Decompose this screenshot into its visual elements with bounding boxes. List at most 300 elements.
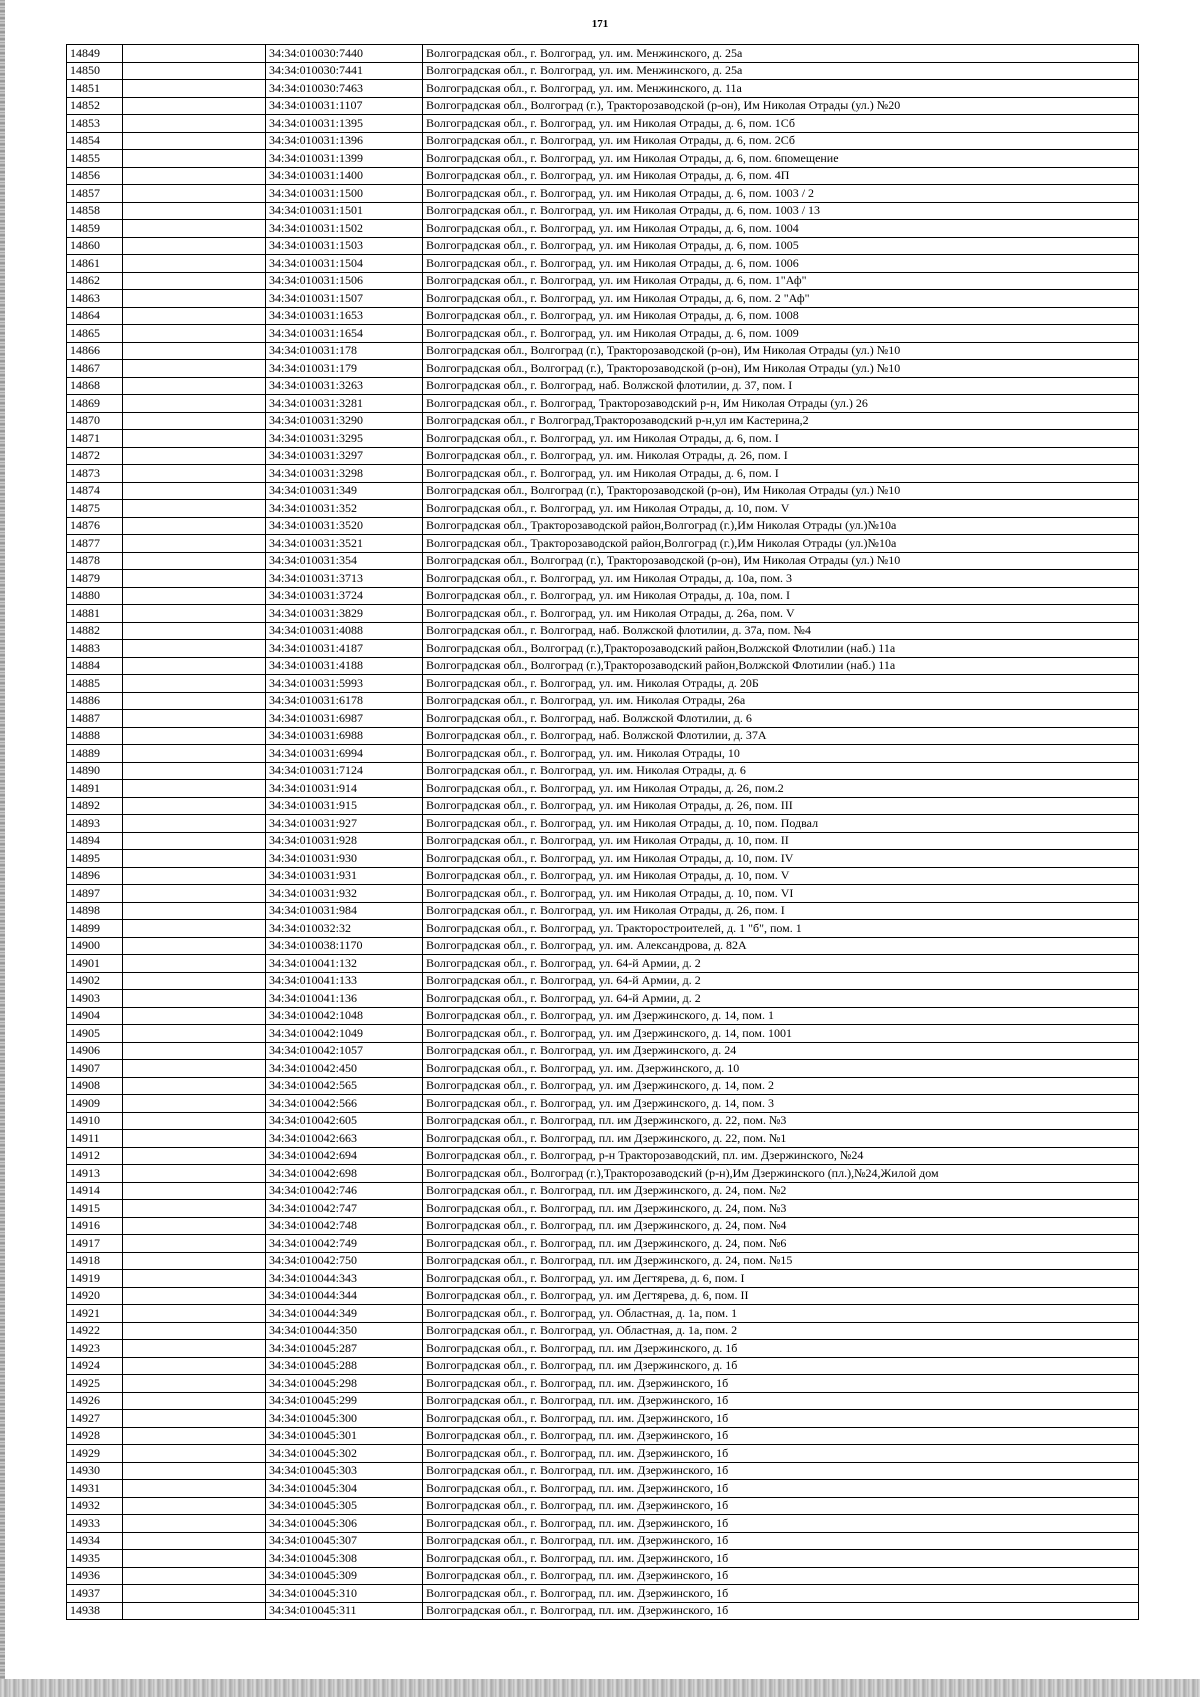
empty-cell	[123, 622, 266, 640]
row-number: 14897	[67, 885, 123, 903]
empty-cell	[123, 972, 266, 990]
empty-cell	[123, 1042, 266, 1060]
table-row	[67, 517, 1139, 535]
address: Волгоградская обл., г. Волгоград, ул. им Николая Отрады, д. 26, пом. I	[423, 902, 1139, 920]
address: Волгоградская обл., г. Волгоград, пл. им Дзержинского, д. 24, пом. №2	[423, 1182, 1139, 1200]
cadastral-number: 34:34:010045:302	[266, 1445, 423, 1463]
address: Волгоградская обл., г. Волгоград, пл. им. Дзержинского, 1б	[423, 1515, 1139, 1533]
cadastral-number: 34:34:010031:3724	[266, 587, 423, 605]
empty-cell	[123, 62, 266, 80]
address: Волгоградская обл., г. Волгоград, ул. 64-й Армии, д. 2	[423, 972, 1139, 990]
cadastral-number: 34:34:010031:1506	[266, 272, 423, 290]
row-number: 14925	[67, 1375, 123, 1393]
address: Волгоградская обл., г. Волгоград, ул. им Николая Отрады, д. 10, пом. V	[423, 500, 1139, 518]
empty-cell	[123, 797, 266, 815]
address: Волгоградская обл., г. Волгоград, ул. им Николая Отрады, д. 10а, пом. 3	[423, 570, 1139, 588]
empty-cell	[123, 1340, 266, 1358]
row-number: 14861	[67, 255, 123, 273]
empty-cell	[123, 762, 266, 780]
address: Волгоградская обл., г. Волгоград, ул. им Николая Отрады, д. 6, пом. 1004	[423, 220, 1139, 238]
address: Волгоградская обл., г. Волгоград, ул. им Николая Отрады, д. 6, пом. 2 "Аф"	[423, 290, 1139, 308]
table-row	[67, 1077, 1139, 1095]
cadastral-number: 34:34:010042:1057	[266, 1042, 423, 1060]
cadastral-number: 34:34:010044:349	[266, 1305, 423, 1323]
address: Волгоградская обл., г. Волгоград, ул. им Николая Отрады, д. 6, пом. I	[423, 430, 1139, 448]
table-row	[67, 797, 1139, 815]
cadastral-number: 34:34:010045:304	[266, 1480, 423, 1498]
row-number: 14890	[67, 762, 123, 780]
table-row	[67, 622, 1139, 640]
cadastral-number: 34:34:010042:749	[266, 1235, 423, 1253]
cadastral-number: 34:34:010045:311	[266, 1602, 423, 1620]
table-row	[67, 97, 1139, 115]
row-number: 14877	[67, 535, 123, 553]
row-number: 14892	[67, 797, 123, 815]
empty-cell	[123, 97, 266, 115]
row-number: 14876	[67, 517, 123, 535]
empty-cell	[123, 1567, 266, 1585]
empty-cell	[123, 885, 266, 903]
cadastral-number: 34:34:010031:3263	[266, 377, 423, 395]
cadastral-number: 34:34:010042:605	[266, 1112, 423, 1130]
row-number: 14898	[67, 902, 123, 920]
table-row	[67, 132, 1139, 150]
address: Волгоградская обл., г. Волгоград, ул. им Николая Отрады, д. 6, пом. 4П	[423, 167, 1139, 185]
row-number: 14905	[67, 1025, 123, 1043]
empty-cell	[123, 1427, 266, 1445]
table-row	[67, 1252, 1139, 1270]
address: Волгоградская обл., г. Волгоград, ул. им Николая Отрады, д. 6, пом. 1003 / 2	[423, 185, 1139, 203]
address: Волгоградская обл., г. Волгоград, ул. Областная, д. 1а, пом. 1	[423, 1305, 1139, 1323]
address: Волгоградская обл., г. Волгоград, ул. им Николая Отрады, д. 26а, пом. V	[423, 605, 1139, 623]
row-number: 14887	[67, 710, 123, 728]
empty-cell	[123, 1532, 266, 1550]
row-number: 14936	[67, 1567, 123, 1585]
row-number: 14872	[67, 447, 123, 465]
cadastral-number: 34:34:010042:1049	[266, 1025, 423, 1043]
row-number: 14896	[67, 867, 123, 885]
empty-cell	[123, 307, 266, 325]
address: Волгоградская обл., г. Волгоград, наб. Волжской флотилии, д. 37, пом. I	[423, 377, 1139, 395]
row-number: 14873	[67, 465, 123, 483]
table-row	[67, 1567, 1139, 1585]
table-row	[67, 640, 1139, 658]
address: Волгоградская обл., г. Волгоград, ул. им Николая Отрады, д. 6, пом. 1009	[423, 325, 1139, 343]
table-row	[67, 552, 1139, 570]
table-row	[67, 850, 1139, 868]
address: Волгоградская обл., г. Волгоград, р-н Тракторозаводский, пл. им. Дзержинского, №24	[423, 1147, 1139, 1165]
row-number: 14923	[67, 1340, 123, 1358]
empty-cell	[123, 45, 266, 63]
empty-cell	[123, 447, 266, 465]
address: Волгоградская обл., г. Волгоград, пл. им Дзержинского, д. 24, пом. №15	[423, 1252, 1139, 1270]
table-row	[67, 1462, 1139, 1480]
table-row	[67, 167, 1139, 185]
table-row	[67, 1550, 1139, 1568]
address: Волгоградская обл., г. Волгоград, пл. им. Дзержинского, 1б	[423, 1392, 1139, 1410]
row-number: 14913	[67, 1165, 123, 1183]
cadastral-number: 34:34:010031:930	[266, 850, 423, 868]
table-row	[67, 1497, 1139, 1515]
row-number: 14916	[67, 1217, 123, 1235]
row-number: 14866	[67, 342, 123, 360]
row-number: 14893	[67, 815, 123, 833]
address: Волгоградская обл., г. Волгоград, пл. им. Дзержинского, 1б	[423, 1375, 1139, 1393]
row-number: 14921	[67, 1305, 123, 1323]
empty-cell	[123, 1217, 266, 1235]
address: Волгоградская обл., Волгоград (г.),Тракторозаводский (р-н),Им Дзержинского (пл.),№24,Жилой дом	[423, 1165, 1139, 1183]
empty-cell	[123, 132, 266, 150]
empty-cell	[123, 570, 266, 588]
cadastral-number: 34:34:010045:303	[266, 1462, 423, 1480]
table-row	[67, 150, 1139, 168]
row-number: 14874	[67, 482, 123, 500]
row-number: 14920	[67, 1287, 123, 1305]
empty-cell	[123, 1357, 266, 1375]
table-row	[67, 237, 1139, 255]
empty-cell	[123, 1182, 266, 1200]
table-row	[67, 482, 1139, 500]
row-number: 14886	[67, 692, 123, 710]
table-row	[67, 500, 1139, 518]
empty-cell	[123, 1095, 266, 1113]
empty-cell	[123, 1112, 266, 1130]
cadastral-number: 34:34:010031:7124	[266, 762, 423, 780]
empty-cell	[123, 1200, 266, 1218]
row-number: 14906	[67, 1042, 123, 1060]
address: Волгоградская обл., г. Волгоград, ул. им Николая Отрады, д. 6, пом. 1"Аф"	[423, 272, 1139, 290]
address: Волгоградская обл., г. Волгоград, наб. Волжской Флотилии, д. 37А	[423, 727, 1139, 745]
empty-cell	[123, 815, 266, 833]
empty-cell	[123, 1375, 266, 1393]
empty-cell	[123, 657, 266, 675]
empty-cell	[123, 185, 266, 203]
address: Волгоградская обл., г. Волгоград, ул. им Николая Отрады, д. 26, пом. III	[423, 797, 1139, 815]
table-row	[67, 972, 1139, 990]
cadastral-number: 34:34:010031:4187	[266, 640, 423, 658]
address: Волгоградская обл., г. Волгоград, ул. им Дзержинского, д. 14, пом. 1	[423, 1007, 1139, 1025]
row-number: 14855	[67, 150, 123, 168]
row-number: 14857	[67, 185, 123, 203]
cadastral-number: 34:34:010038:1170	[266, 937, 423, 955]
row-number: 14858	[67, 202, 123, 220]
table-row	[67, 727, 1139, 745]
table-row	[67, 1322, 1139, 1340]
table-row	[67, 832, 1139, 850]
table-row	[67, 1182, 1139, 1200]
address: Волгоградская обл., г. Волгоград, ул. им Николая Отрады, д. 6, пом. 6помещение	[423, 150, 1139, 168]
cadastral-number: 34:34:010042:450	[266, 1060, 423, 1078]
cadastral-number: 34:34:010045:307	[266, 1532, 423, 1550]
row-number: 14903	[67, 990, 123, 1008]
empty-cell	[123, 290, 266, 308]
cadastral-number: 34:34:010042:1048	[266, 1007, 423, 1025]
row-number: 14917	[67, 1235, 123, 1253]
table-row	[67, 1095, 1139, 1113]
address: Волгоградская обл., г. Волгоград, ул. им Николая Отрады, д. 6, пом. 1005	[423, 237, 1139, 255]
address: Волгоградская обл., г. Волгоград, ул. им. Менжинского, д. 25а	[423, 45, 1139, 63]
row-number: 14926	[67, 1392, 123, 1410]
address: Волгоградская обл., Волгоград (г.),Тракторозаводский район,Волжской Флотилии (наб.) 11а	[423, 657, 1139, 675]
row-number: 14900	[67, 937, 123, 955]
empty-cell	[123, 535, 266, 553]
table-row	[67, 1112, 1139, 1130]
table-row	[67, 1025, 1139, 1043]
row-number: 14915	[67, 1200, 123, 1218]
address: Волгоградская обл., г. Волгоград, пл. им. Дзержинского, 1б	[423, 1462, 1139, 1480]
address: Волгоградская обл., Волгоград (г.), Тракторозаводской (р-он), Им Николая Отрады (ул.) №20	[423, 97, 1139, 115]
table-row	[67, 937, 1139, 955]
cadastral-number: 34:34:010031:927	[266, 815, 423, 833]
cadastral-number: 34:34:010042:747	[266, 1200, 423, 1218]
cadastral-number: 34:34:010041:136	[266, 990, 423, 1008]
cadastral-number: 34:34:010045:300	[266, 1410, 423, 1428]
table-row	[67, 1147, 1139, 1165]
row-number: 14879	[67, 570, 123, 588]
table-row	[67, 570, 1139, 588]
empty-cell	[123, 1497, 266, 1515]
row-number: 14909	[67, 1095, 123, 1113]
cadastral-number: 34:34:010031:1653	[266, 307, 423, 325]
table-row	[67, 1340, 1139, 1358]
empty-cell	[123, 430, 266, 448]
empty-cell	[123, 517, 266, 535]
empty-cell	[123, 1550, 266, 1568]
address: Волгоградская обл., г. Волгоград, ул. им Николая Отрады, д. 6, пом. 1008	[423, 307, 1139, 325]
cadastral-number: 34:34:010031:1399	[266, 150, 423, 168]
row-number: 14894	[67, 832, 123, 850]
row-number: 14911	[67, 1130, 123, 1148]
empty-cell	[123, 1305, 266, 1323]
row-number: 14871	[67, 430, 123, 448]
row-number: 14904	[67, 1007, 123, 1025]
empty-cell	[123, 1060, 266, 1078]
table-row	[67, 307, 1139, 325]
empty-cell	[123, 377, 266, 395]
cadastral-number: 34:34:010031:6994	[266, 745, 423, 763]
table-row	[67, 395, 1139, 413]
cadastral-number: 34:34:010045:308	[266, 1550, 423, 1568]
cadastral-number: 34:34:010031:4188	[266, 657, 423, 675]
empty-cell	[123, 587, 266, 605]
cadastral-number: 34:34:010041:132	[266, 955, 423, 973]
row-number: 14937	[67, 1585, 123, 1603]
table-row	[67, 920, 1139, 938]
address: Волгоградская обл., г. Волгоград, ул. им. Менжинского, д. 25а	[423, 62, 1139, 80]
empty-cell	[123, 150, 266, 168]
address: Волгоградская обл., г. Волгоград, ул. им. Николая Отрады, д. 20Б	[423, 675, 1139, 693]
table-row	[67, 360, 1139, 378]
address: Волгоградская обл., г. Волгоград, ул. им Дзержинского, д. 24	[423, 1042, 1139, 1060]
cadastral-number: 34:34:010031:932	[266, 885, 423, 903]
row-number: 14902	[67, 972, 123, 990]
address: Волгоградская обл., г. Волгоград, пл. им. Дзержинского, 1б	[423, 1567, 1139, 1585]
cadastral-number: 34:34:010031:1107	[266, 97, 423, 115]
empty-cell	[123, 325, 266, 343]
table-row	[67, 535, 1139, 553]
cadastral-number: 34:34:010031:1507	[266, 290, 423, 308]
cadastral-number: 34:34:010031:3520	[266, 517, 423, 535]
cadastral-number: 34:34:010031:6987	[266, 710, 423, 728]
row-number: 14908	[67, 1077, 123, 1095]
empty-cell	[123, 867, 266, 885]
empty-cell	[123, 1392, 266, 1410]
row-number: 14851	[67, 80, 123, 98]
address: Волгоградская обл., г. Волгоград, Тракторозаводский р-н, Им Николая Отрады (ул.) 26	[423, 395, 1139, 413]
cadastral-number: 34:34:010031:1502	[266, 220, 423, 238]
table-row	[67, 1427, 1139, 1445]
address: Волгоградская обл., г. Волгоград, ул. им Николая Отрады, д. 10а, пом. I	[423, 587, 1139, 605]
table-row	[67, 605, 1139, 623]
table-row	[67, 815, 1139, 833]
table-row	[67, 902, 1139, 920]
row-number: 14863	[67, 290, 123, 308]
table-row	[67, 1200, 1139, 1218]
address: Волгоградская обл., г. Волгоград, пл. им Дзержинского, д. 22, пом. №3	[423, 1112, 1139, 1130]
row-number: 14853	[67, 115, 123, 133]
table-row	[67, 1392, 1139, 1410]
address: Волгоградская обл., г. Волгоград, ул. 64-й Армии, д. 2	[423, 955, 1139, 973]
table-row	[67, 202, 1139, 220]
cadastral-number: 34:34:010031:931	[266, 867, 423, 885]
table-row	[67, 412, 1139, 430]
empty-cell	[123, 1147, 266, 1165]
empty-cell	[123, 342, 266, 360]
cadastral-number: 34:34:010045:287	[266, 1340, 423, 1358]
cadastral-number: 34:34:010045:301	[266, 1427, 423, 1445]
table-row	[67, 220, 1139, 238]
empty-cell	[123, 500, 266, 518]
empty-cell	[123, 255, 266, 273]
empty-cell	[123, 1130, 266, 1148]
row-number: 14870	[67, 412, 123, 430]
address: Волгоградская обл., г. Волгоград, пл. им Дзержинского, д. 1б	[423, 1340, 1139, 1358]
cadastral-number: 34:34:010031:3298	[266, 465, 423, 483]
address: Волгоградская обл., г. Волгоград, ул. им Николая Отрады, д. 26, пом.2	[423, 780, 1139, 798]
table-row	[67, 1060, 1139, 1078]
registry-table	[66, 44, 1139, 1620]
table-row	[67, 342, 1139, 360]
address: Волгоградская обл., Волгоград (г.), Тракторозаводской (р-он), Им Николая Отрады (ул.) №10	[423, 482, 1139, 500]
row-number: 14933	[67, 1515, 123, 1533]
cadastral-number: 34:34:010045:288	[266, 1357, 423, 1375]
row-number: 14930	[67, 1462, 123, 1480]
table-row	[67, 1585, 1139, 1603]
table-row	[67, 1287, 1139, 1305]
empty-cell	[123, 1602, 266, 1620]
address: Волгоградская обл., Волгоград (г.), Тракторозаводской (р-он), Им Николая Отрады (ул.) №10	[423, 342, 1139, 360]
empty-cell	[123, 1077, 266, 1095]
address: Волгоградская обл., г. Волгоград, пл. им. Дзержинского, 1б	[423, 1497, 1139, 1515]
empty-cell	[123, 1165, 266, 1183]
empty-cell	[123, 1252, 266, 1270]
address: Волгоградская обл., г. Волгоград, пл. им. Дзержинского, 1б	[423, 1532, 1139, 1550]
row-number: 14935	[67, 1550, 123, 1568]
row-number: 14924	[67, 1357, 123, 1375]
table-row	[67, 1305, 1139, 1323]
cadastral-number: 34:34:010031:928	[266, 832, 423, 850]
empty-cell	[123, 1322, 266, 1340]
cadastral-number: 34:34:010031:1501	[266, 202, 423, 220]
cadastral-number: 34:34:010031:1400	[266, 167, 423, 185]
empty-cell	[123, 1235, 266, 1253]
empty-cell	[123, 465, 266, 483]
table-row	[67, 1445, 1139, 1463]
address: Волгоградская обл., г. Волгоград, ул. им Николая Отрады, д. 6, пом. 1Сб	[423, 115, 1139, 133]
address: Волгоградская обл., г. Волгоград, ул. им. Александрова, д. 82А	[423, 937, 1139, 955]
address: Волгоградская обл., г. Волгоград, пл. им. Дзержинского, 1б	[423, 1427, 1139, 1445]
empty-cell	[123, 640, 266, 658]
address: Волгоградская обл., Волгоград (г.), Тракторозаводской (р-он), Им Николая Отрады (ул.) №10	[423, 552, 1139, 570]
cadastral-number: 34:34:010042:694	[266, 1147, 423, 1165]
address: Волгоградская обл., г. Волгоград, пл. им. Дзержинского, 1б	[423, 1445, 1139, 1463]
empty-cell	[123, 202, 266, 220]
address: Волгоградская обл., г. Волгоград, пл. им. Дзержинского, 1б	[423, 1410, 1139, 1428]
cadastral-number: 34:34:010044:350	[266, 1322, 423, 1340]
cadastral-number: 34:34:010031:1396	[266, 132, 423, 150]
row-number: 14864	[67, 307, 123, 325]
cadastral-number: 34:34:010044:343	[266, 1270, 423, 1288]
table-row	[67, 290, 1139, 308]
row-number: 14868	[67, 377, 123, 395]
cadastral-number: 34:34:010031:1654	[266, 325, 423, 343]
row-number: 14907	[67, 1060, 123, 1078]
empty-cell	[123, 412, 266, 430]
cadastral-number: 34:34:010031:3829	[266, 605, 423, 623]
scan-edge-bottom	[0, 1679, 1200, 1697]
row-number: 14878	[67, 552, 123, 570]
row-number: 14928	[67, 1427, 123, 1445]
address: Волгоградская обл., г. Волгоград, ул. им Николая Отрады, д. 6, пом. 1006	[423, 255, 1139, 273]
address: Волгоградская обл., г. Волгоград, ул. 64-й Армии, д. 2	[423, 990, 1139, 1008]
table-row	[67, 587, 1139, 605]
table-row	[67, 692, 1139, 710]
address: Волгоградская обл., г. Волгоград, ул. им Николая Отрады, д. 10, пом. II	[423, 832, 1139, 850]
table-row	[67, 675, 1139, 693]
empty-cell	[123, 220, 266, 238]
row-number: 14883	[67, 640, 123, 658]
table-row	[67, 45, 1139, 63]
row-number: 14891	[67, 780, 123, 798]
table-row	[67, 447, 1139, 465]
row-number: 14889	[67, 745, 123, 763]
table-row	[67, 867, 1139, 885]
cadastral-number: 34:34:010031:3521	[266, 535, 423, 553]
row-number: 14914	[67, 1182, 123, 1200]
empty-cell	[123, 832, 266, 850]
address: Волгоградская обл., г. Волгоград, ул. им Дзержинского, д. 14, пом. 2	[423, 1077, 1139, 1095]
empty-cell	[123, 850, 266, 868]
row-number: 14888	[67, 727, 123, 745]
row-number: 14910	[67, 1112, 123, 1130]
table-row	[67, 1357, 1139, 1375]
table-row	[67, 762, 1139, 780]
cadastral-number: 34:34:010045:298	[266, 1375, 423, 1393]
address: Волгоградская обл., г. Волгоград, ул. им. Дзержинского, д. 10	[423, 1060, 1139, 1078]
address: Волгоградская обл., г. Волгоград, ул. им. Менжинского, д. 11а	[423, 80, 1139, 98]
row-number: 14901	[67, 955, 123, 973]
row-number: 14918	[67, 1252, 123, 1270]
cadastral-number: 34:34:010031:915	[266, 797, 423, 815]
row-number: 14852	[67, 97, 123, 115]
empty-cell	[123, 955, 266, 973]
cadastral-number: 34:34:010031:3297	[266, 447, 423, 465]
address: Волгоградская обл., г Волгоград,Тракторозаводский р-н,ул им Кастерина,2	[423, 412, 1139, 430]
address: Волгоградская обл., г. Волгоград, ул. им Дегтярева, д. 6, пом. I	[423, 1270, 1139, 1288]
empty-cell	[123, 1270, 266, 1288]
table-row	[67, 780, 1139, 798]
empty-cell	[123, 482, 266, 500]
